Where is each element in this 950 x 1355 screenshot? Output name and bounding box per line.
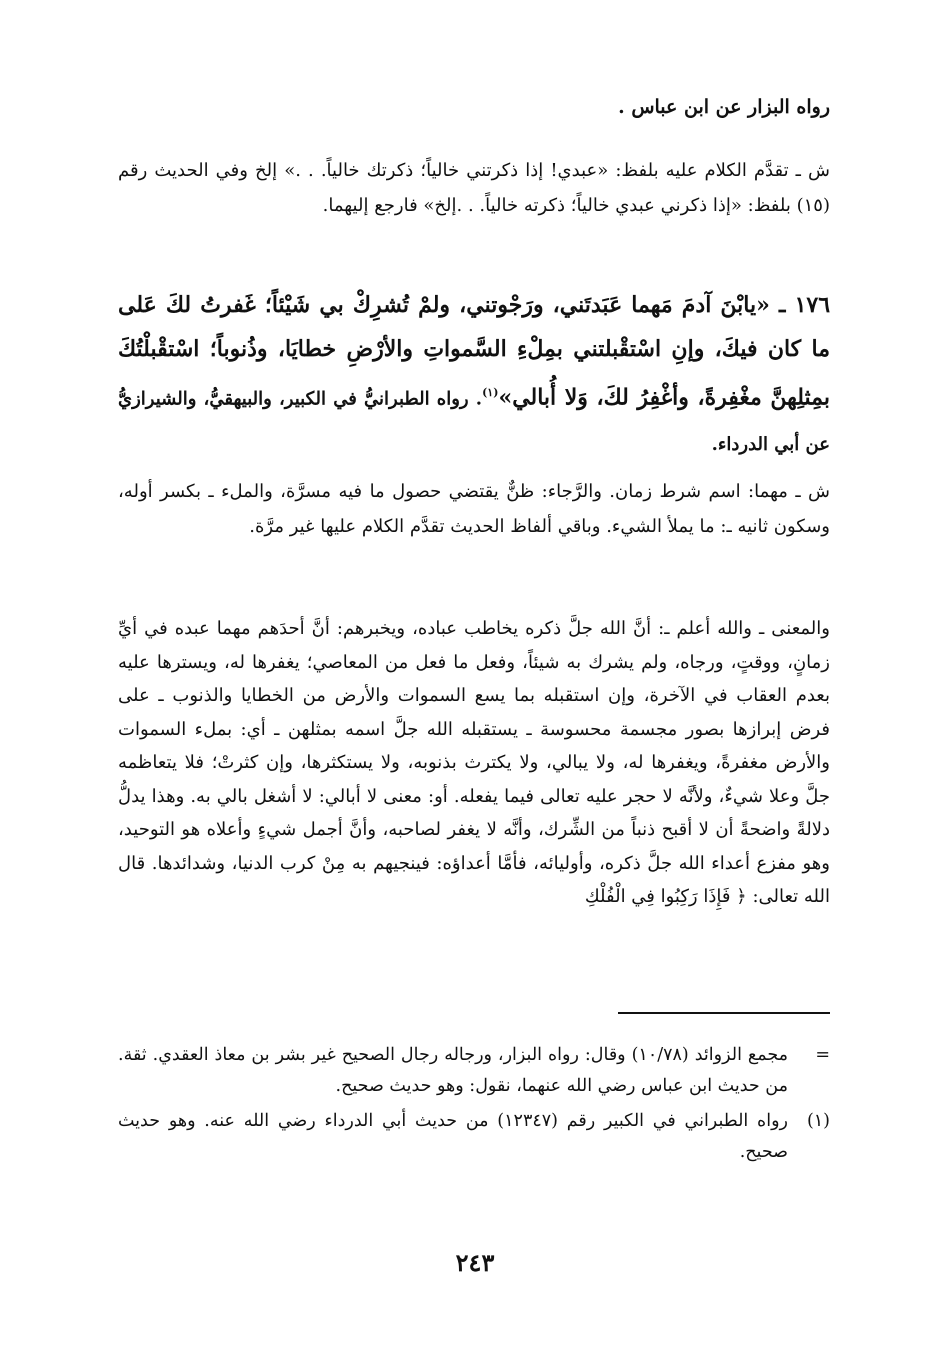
previous-hadith-source: رواه البزار عن ابن عباس . xyxy=(618,96,830,118)
footnote-item xyxy=(118,1040,830,1102)
commentary-paragraph-2: ش ـ مهما: اسم شرط زمان. والرَّجاء: ظنٌّ يقتضي حصول ما فيه مسرَّة، والملء ـ بكسر أوله، وسكون ثانيه ـ: ما يملأ الشيء. وباقي ألفاظ الحديث تقدَّم الكلام عليها غير مرَّة. xyxy=(118,481,830,537)
page-number: ٢٤٣ xyxy=(455,1248,495,1277)
hadith-source: . رواه الطبرانيُّ في الكبير، والبيهقيُّ، والشيرازيُّ عن أبي الدرداء. xyxy=(118,388,830,456)
footnote-text: مجمع الزوائد (١٠/٧٨) وقال: رواه البزار، ورجاله رجال الصحيح غير بشر بن معاذ العقدي. ثقة. من حديث ابن عباس رضي الله عنهما، نقول: وهو حديث صحيح. xyxy=(118,1045,788,1096)
footnotes xyxy=(118,1040,830,1172)
footnote-reference: (١) xyxy=(482,386,499,399)
footnote-text: رواه الطبراني في الكبير رقم (١٢٣٤٧) من حديث أبي الدرداء رضي الله عنه. وهو حديث صحيح. xyxy=(118,1111,788,1162)
footnote-item xyxy=(118,1106,830,1168)
commentary-paragraph-1: ش ـ تقدَّم الكلام عليه بلفظ: «عبدي! إذا ذكرتني خالياً؛ ذكرتك خالياً. . .» إلخ وفي الحديث رقم (١٥) بلفظ: «إذا ذكرني عبدي خالياً؛ ذكرته خالياً. . .إلخ» فارجع إليهما. xyxy=(118,160,830,216)
hadith-176 xyxy=(118,283,830,467)
footnote-divider xyxy=(618,1012,830,1014)
footnote-mark: = xyxy=(815,1045,830,1065)
hadith-text: ١٧٦ ـ «يابْنَ آدمَ مَهما عَبَدتَني، ورَجْوتني، ولمْ تُشرِكْ بي شَيْئاً؛ غَفرتُ لكَ عَلى ما كان فيكَ، وإنِ اسْتقْبلتني بمِلْءِ السَّمواتِ والأرْضِ خطايَا، وذُنوباً؛ اسْتقْبلْتُكَ بمِثلِهنَّ مغْفِرةً، وأغْفِرُ لكَ، وَلا أُبالي» xyxy=(118,292,831,411)
footnote-mark: (١) xyxy=(806,1111,830,1131)
commentary-paragraph-3: والمعنى ـ والله أعلم ـ: أنَّ الله جلَّ ذكره يخاطب عباده، ويخبرهم: أنَّ أحدَهم مهما عبده في أيِّ زمانٍ، ووقتٍ، ورجاه، ولم يشرك به شيئاً، وفعل ما فعل من المعاصي؛ يغفرها له، ويسترها عليه بعدم العقاب في الآخرة، وإن استقبله بما يسع السموات والأرض من الخطايا والذنوب ـ على فرض إبرازها بصور مجسمة محسوسة ـ يستقبله الله جلَّ اسمه بمثلهن ـ أي: بملء السموات والأرض مغفرةً، ويغفرها له، ولا يبالي، ولا يكترث بذنوبه، ولا يستكثرها، وإن كثرتْ؛ فلا يتعاظمه جلَّ وعلا شيءٌ، ولأنَّه لا حجر عليه تعالى فيما يفعله. أو: معنى لا أبالي: لا أشغل بالي به. وهذا يدلُّ دلالةً واضحةً أن لا أقبح ذنباً من الشِّرك، وأنَّه لا يغفر لصاحبه، وأنَّ أجمل شيءٍ وأعلاه هو التوحيد، وهو مفزع أعداء الله جلَّ ذكره، وأوليائه، فأمَّا أعداؤه: فينجيهم به مِنْ كرب الدنيا، وشدائدها. قال الله تعالى: ﴿ فَإِذَا رَكِبُوا فِي الْفُلْكِ xyxy=(118,618,831,907)
